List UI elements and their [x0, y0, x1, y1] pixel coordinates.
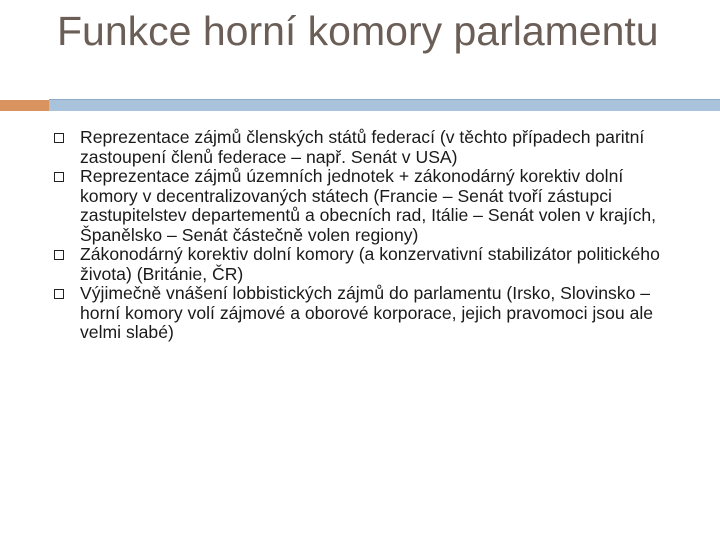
bullet-item	[51, 128, 681, 167]
accent-bar-orange	[0, 100, 49, 111]
bullet-text: Reprezentace zájmů členských států federací (v těchto případech paritní zastoupení členů federace – např. Senát v USA)	[80, 127, 645, 167]
square-bullet-icon	[54, 133, 64, 143]
bullet-text: Zákonodárný korektiv dolní komory (a konzervativní stabilizátor politického života) (Británie, ČR)	[80, 244, 660, 284]
bullet-list	[51, 128, 681, 343]
square-bullet-icon	[54, 172, 64, 182]
bullet-item	[51, 245, 681, 284]
square-bullet-icon	[54, 289, 64, 299]
square-bullet-icon	[54, 250, 64, 260]
bullet-text: Reprezentace zájmů územních jednotek + zákonodárný korektiv dolní komory v decentralizovaných státech (Francie – Senát tvoří zástupci zastupitelstev departementů a obecních rad, Itálie – Senát volen v krajích, Španělsko – Senát částečně volen regiony)	[80, 166, 657, 245]
slide-title: Funkce horní komory parlamentu	[57, 8, 659, 54]
accent-bar-blue	[49, 100, 720, 111]
bullet-item	[51, 167, 681, 245]
bullet-text: Výjimečně vnášení lobbistických zájmů do parlamentu (Irsko, Slovinsko – horní komory volí zájmové a oborové korporace, jejich pravomoci jsou ale velmi slabé)	[80, 283, 654, 342]
bullet-item	[51, 284, 681, 343]
